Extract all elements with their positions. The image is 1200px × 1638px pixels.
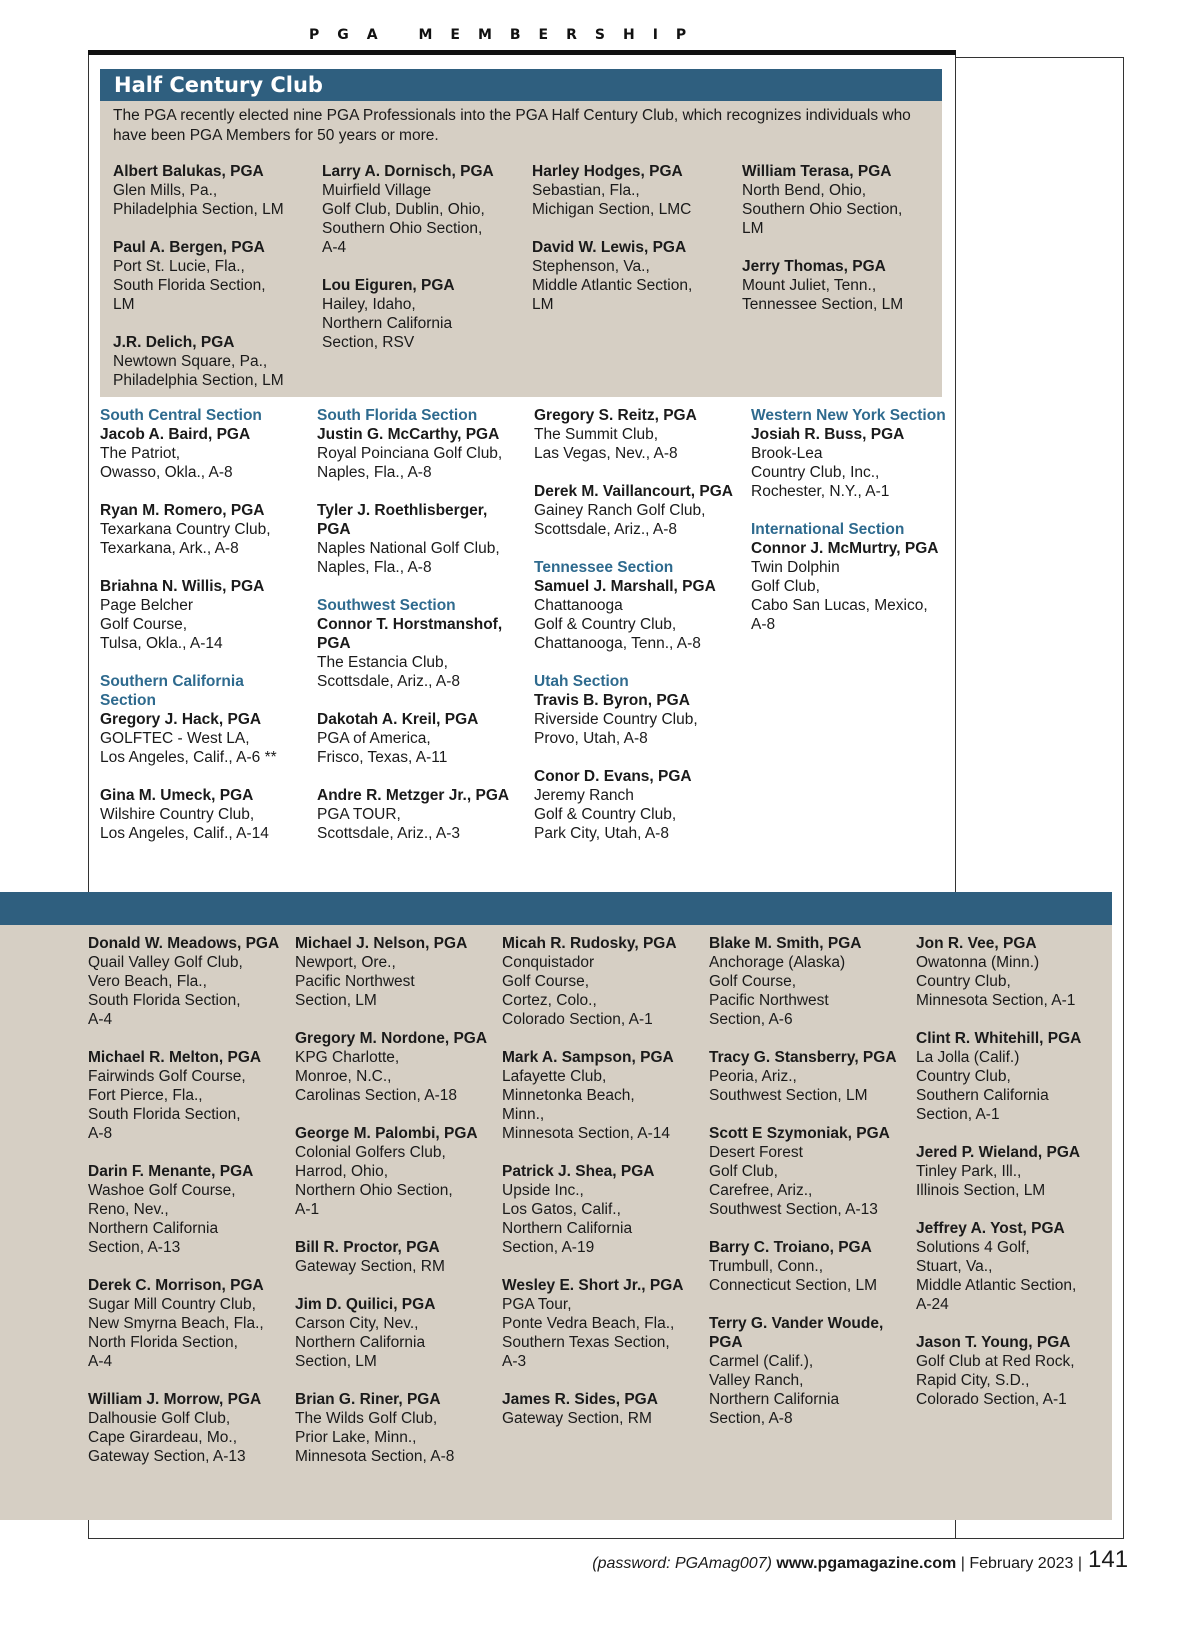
section-block: [100, 406, 300, 653]
member-detail: Cape Girardeau, Mo.,: [88, 1429, 238, 1446]
member-detail: Gateway Section, RM: [295, 1258, 445, 1275]
member-detail: Fort Pierce, Fla.,: [88, 1087, 203, 1104]
member-name: David W. Lewis, PGA: [532, 239, 687, 256]
member-entry: [534, 482, 734, 539]
member-entry: [532, 162, 737, 219]
member-detail: Section, A-6: [709, 1011, 793, 1028]
member-name: Travis B. Byron, PGA: [534, 692, 690, 709]
member-entry: [317, 425, 517, 482]
member-detail: The Wilds Golf Club,: [295, 1410, 438, 1427]
half-century-column: [113, 162, 318, 409]
member-detail: Colorado Section, A-1: [502, 1011, 653, 1028]
member-entry: [295, 1238, 493, 1276]
member-detail: Northern California: [502, 1220, 633, 1237]
section-heading: Western New York Section: [751, 407, 946, 424]
member-detail: Newtown Square, Pa.,: [113, 353, 268, 370]
footer-password: (password: PGAmag007): [592, 1555, 772, 1572]
member-name: Patrick J. Shea, PGA: [502, 1163, 655, 1180]
member-name: Ryan M. Romero, PGA: [100, 502, 265, 519]
member-entry: [317, 501, 517, 577]
member-name: Connor T. Horstmanshof, PGA: [317, 616, 503, 652]
member-detail: Scottsdale, Ariz., A-8: [317, 673, 461, 690]
member-entry: [113, 162, 318, 219]
member-name: William J. Morrow, PGA: [88, 1391, 262, 1408]
member-detail: Minnetonka Beach,: [502, 1087, 635, 1104]
member-name: Michael R. Melton, PGA: [88, 1049, 262, 1066]
section-block: [534, 558, 734, 653]
member-name: Gregory M. Nordone, PGA: [295, 1030, 488, 1047]
member-detail: Carefree, Ariz.,: [709, 1182, 813, 1199]
member-detail: Carson City, Nev.,: [295, 1315, 419, 1332]
section-block: [534, 672, 734, 843]
member-name: Jon R. Vee, PGA: [916, 935, 1037, 952]
member-detail: Naples, Fla., A-8: [317, 464, 432, 481]
section-column: [534, 406, 734, 862]
member-detail: Golf & Country Club,: [534, 616, 677, 633]
member-entry: [534, 577, 734, 653]
member-detail: Rochester, N.Y., A-1: [751, 483, 890, 500]
member-name: Barry C. Troiano, PGA: [709, 1239, 872, 1256]
member-entry: [317, 710, 517, 767]
member-name: Jason T. Young, PGA: [916, 1334, 1071, 1351]
member-column: [709, 934, 907, 1447]
member-detail: Naples National Golf Club,: [317, 540, 500, 557]
member-entry: [751, 425, 951, 501]
member-entry: [742, 162, 947, 238]
member-detail: A-8: [751, 616, 776, 633]
member-detail: A-4: [88, 1353, 113, 1370]
member-name: Briahna N. Willis, PGA: [100, 578, 265, 595]
member-detail: Trumbull, Conn.,: [709, 1258, 823, 1275]
member-detail: Golf Club, Dublin, Ohio,: [322, 201, 485, 218]
member-entry: [322, 276, 527, 352]
section-heading: Utah Section: [534, 673, 629, 690]
member-detail: Twin Dolphin: [751, 559, 840, 576]
member-entry: [295, 1124, 493, 1219]
member-detail: Newport, Ore.,: [295, 954, 396, 971]
member-detail: Rapid City, S.D.,: [916, 1372, 1030, 1389]
member-detail: Scottsdale, Ariz., A-3: [317, 825, 461, 842]
member-detail: Section, RSV: [322, 334, 415, 351]
member-detail: Chattanooga: [534, 597, 623, 614]
section-block: [534, 406, 734, 539]
member-detail: Philadelphia Section, LM: [113, 372, 284, 389]
member-detail: Southern Texas Section,: [502, 1334, 670, 1351]
member-detail: Wilshire Country Club,: [100, 806, 255, 823]
member-detail: Los Angeles, Calif., A-6 **: [100, 749, 277, 766]
member-detail: Peoria, Ariz.,: [709, 1068, 797, 1085]
section-block: [751, 520, 951, 634]
member-entry: [502, 1390, 700, 1428]
member-detail: KPG Charlotte,: [295, 1049, 400, 1066]
member-detail: Section, A-13: [88, 1239, 181, 1256]
page-number: 141: [1088, 1546, 1129, 1573]
member-detail: A-24: [916, 1296, 949, 1313]
section-column: [751, 406, 951, 653]
member-detail: Tennessee Section, LM: [742, 296, 904, 313]
member-detail: PGA Tour,: [502, 1296, 572, 1313]
member-detail: North Florida Section,: [88, 1334, 238, 1351]
member-entry: [295, 1295, 493, 1371]
member-entry: [295, 1029, 493, 1105]
member-entry: [113, 238, 318, 314]
member-detail: Stuart, Va.,: [916, 1258, 993, 1275]
member-detail: Illinois Section, LM: [916, 1182, 1046, 1199]
member-detail: PGA of America,: [317, 730, 431, 747]
member-column: [502, 934, 700, 1447]
member-detail: A-1: [295, 1201, 320, 1218]
section-block: [751, 406, 951, 501]
member-detail: Northern California: [709, 1391, 840, 1408]
member-entry: [502, 934, 700, 1029]
member-name: Lou Eiguren, PGA: [322, 277, 455, 294]
member-detail: Naples, Fla., A-8: [317, 559, 432, 576]
member-entry: [88, 934, 286, 1029]
section-block: [100, 672, 300, 843]
member-detail: Stephenson, Va.,: [532, 258, 650, 275]
half-century-column: [532, 162, 737, 333]
member-name: Bill R. Proctor, PGA: [295, 1239, 440, 1256]
member-name: Derek M. Vaillancourt, PGA: [534, 483, 733, 500]
member-detail: Section, LM: [295, 1353, 377, 1370]
member-name: Jacob A. Baird, PGA: [100, 426, 251, 443]
member-name: Jeffrey A. Yost, PGA: [916, 1220, 1065, 1237]
member-detail: Glen Mills, Pa.,: [113, 182, 218, 199]
member-name: Albert Balukas, PGA: [113, 163, 264, 180]
member-detail: Middle Atlantic Section,: [916, 1277, 1077, 1294]
member-detail: Northern Ohio Section,: [295, 1182, 453, 1199]
member-name: Tyler J. Roethlisberger, PGA: [317, 502, 488, 538]
member-detail: Southern Ohio Section,: [322, 220, 483, 237]
member-entry: [317, 786, 517, 843]
member-name: Paul A. Bergen, PGA: [113, 239, 265, 256]
member-entry: [100, 425, 300, 482]
member-detail: Michigan Section, LMC: [532, 201, 692, 218]
member-name: Micah R. Rudosky, PGA: [502, 935, 677, 952]
member-detail: New Smyrna Beach, Fla.,: [88, 1315, 264, 1332]
member-entry: [532, 238, 737, 314]
section-column: [100, 406, 300, 862]
member-entry: [534, 767, 734, 843]
member-detail: Washoe Golf Course,: [88, 1182, 236, 1199]
half-century-column: [322, 162, 527, 371]
footer-site-link[interactable]: www.pgamagazine.com: [776, 1555, 957, 1572]
member-entry: [502, 1162, 700, 1257]
member-name: Josiah R. Buss, PGA: [751, 426, 905, 443]
member-detail: Conquistador: [502, 954, 595, 971]
member-detail: Sugar Mill Country Club,: [88, 1296, 256, 1313]
frame-bottom: [88, 1538, 1124, 1539]
member-name: Justin G. McCarthy, PGA: [317, 426, 500, 443]
member-detail: Country Club,: [916, 973, 1011, 990]
member-name: George M. Palombi, PGA: [295, 1125, 478, 1142]
header-rule: [88, 50, 956, 55]
member-detail: Jeremy Ranch: [534, 787, 634, 804]
member-detail: Southwest Section, LM: [709, 1087, 868, 1104]
member-detail: Section, A-1: [916, 1106, 1000, 1123]
member-detail: Minn.,: [502, 1106, 545, 1123]
member-entry: [709, 1314, 907, 1428]
member-column: [88, 934, 286, 1485]
member-detail: Section, A-8: [709, 1410, 793, 1427]
member-entry: [295, 1390, 493, 1466]
member-detail: Tulsa, Okla., A-14: [100, 635, 223, 652]
section-heading: Southwest Section: [317, 597, 456, 614]
member-entry: [534, 691, 734, 748]
member-entry: [88, 1048, 286, 1143]
member-detail: Cortez, Colo.,: [502, 992, 597, 1009]
member-entry: [100, 577, 300, 653]
member-entry: [502, 1048, 700, 1143]
member-name: Scott E Szymoniak, PGA: [709, 1125, 890, 1142]
member-detail: La Jolla (Calif.): [916, 1049, 1020, 1066]
member-entry: [709, 1124, 907, 1219]
member-name: Mark A. Sampson, PGA: [502, 1049, 674, 1066]
member-detail: Section, A-19: [502, 1239, 595, 1256]
section-heading: Tennessee Section: [534, 559, 674, 576]
member-detail: A-4: [88, 1011, 113, 1028]
member-name: Gina M. Umeck, PGA: [100, 787, 254, 804]
member-detail: Sebastian, Fla.,: [532, 182, 640, 199]
member-entry: [317, 615, 517, 691]
member-detail: Golf & Country Club,: [534, 806, 677, 823]
member-detail: Port St. Lucie, Fla.,: [113, 258, 245, 275]
member-detail: Vero Beach, Fla.,: [88, 973, 207, 990]
footer: [592, 1555, 1082, 1573]
member-detail: Scottsdale, Ariz., A-8: [534, 521, 678, 538]
member-entry: [88, 1390, 286, 1466]
member-detail: Mount Juliet, Tenn.,: [742, 277, 877, 294]
member-detail: Owasso, Okla., A-8: [100, 464, 233, 481]
member-detail: Section, LM: [295, 992, 377, 1009]
member-detail: South Florida Section,: [88, 1106, 241, 1123]
member-name: Jered P. Wieland, PGA: [916, 1144, 1081, 1161]
half-century-intro: The PGA recently elected nine PGA Professionals into the PGA Half Century Club, which recognizes individuals who have been PGA Members for 50 years or more.: [113, 107, 911, 144]
member-name: Blake M. Smith, PGA: [709, 935, 862, 952]
member-detail: The Patriot,: [100, 445, 181, 462]
footer-separator: |: [956, 1555, 970, 1572]
section-heading: Southern California Section: [100, 673, 244, 709]
member-detail: Southern Ohio Section,: [742, 201, 903, 218]
member-name: Darin F. Menante, PGA: [88, 1163, 254, 1180]
member-detail: Desert Forest: [709, 1144, 803, 1161]
member-detail: A-8: [88, 1125, 113, 1142]
member-detail: Southern California: [916, 1087, 1049, 1104]
member-detail: Minnesota Section, A-14: [502, 1125, 671, 1142]
member-detail: Golf Course,: [100, 616, 188, 633]
member-entry: [295, 934, 493, 1010]
member-detail: Pacific Northwest: [295, 973, 415, 990]
member-detail: Provo, Utah, A-8: [534, 730, 648, 747]
member-detail: A-3: [502, 1353, 527, 1370]
half-century-title: Half Century Club: [100, 69, 942, 101]
member-name: Jerry Thomas, PGA: [742, 258, 886, 275]
member-detail: Texarkana, Ark., A-8: [100, 540, 239, 557]
member-detail: Golf Club,: [751, 578, 820, 595]
member-detail: Hailey, Idaho,: [322, 296, 416, 313]
footer-separator: |: [1073, 1555, 1082, 1572]
member-detail: Page Belcher: [100, 597, 194, 614]
member-name: Donald W. Meadows, PGA: [88, 935, 280, 952]
member-detail: Reno, Nev.,: [88, 1201, 169, 1218]
member-detail: Lafayette Club,: [502, 1068, 607, 1085]
member-detail: Carmel (Calif.),: [709, 1353, 814, 1370]
member-detail: Gateway Section, RM: [502, 1410, 652, 1427]
section-block: [317, 596, 517, 843]
member-detail: Royal Poinciana Golf Club,: [317, 445, 503, 462]
member-entry: [916, 1219, 1114, 1314]
member-detail: South Florida Section,: [113, 277, 266, 294]
member-detail: LM: [113, 296, 135, 313]
member-entry: [100, 786, 300, 843]
section-heading: International Section: [751, 521, 905, 538]
member-entry: [100, 501, 300, 558]
member-name: Connor J. McMurtry, PGA: [751, 540, 939, 557]
half-century-column: [742, 162, 947, 333]
member-detail: Muirfield Village: [322, 182, 432, 199]
member-entry: [751, 539, 951, 634]
member-detail: Colorado Section, A-1: [916, 1391, 1067, 1408]
member-detail: Connecticut Section, LM: [709, 1277, 878, 1294]
member-detail: Valley Ranch,: [709, 1372, 804, 1389]
member-entry: [88, 1162, 286, 1257]
footer-date: February 2023: [969, 1555, 1074, 1572]
member-detail: Riverside Country Club,: [534, 711, 698, 728]
member-entry: [100, 710, 300, 767]
member-detail: Texarkana Country Club,: [100, 521, 271, 538]
member-name: Gregory J. Hack, PGA: [100, 711, 262, 728]
member-detail: The Estancia Club,: [317, 654, 448, 671]
member-name: Michael J. Nelson, PGA: [295, 935, 468, 952]
member-entry: [322, 162, 527, 257]
member-detail: Minnesota Section, A-8: [295, 1448, 455, 1465]
member-detail: Northern California: [88, 1220, 219, 1237]
member-name: Terry G. Vander Woude, PGA: [709, 1315, 884, 1351]
member-column: [916, 934, 1114, 1428]
frame-outer-right: [1123, 57, 1124, 1539]
member-entry: [709, 1048, 907, 1105]
member-detail: Northern California: [322, 315, 453, 332]
member-entry: [113, 333, 318, 390]
member-detail: Golf Course,: [709, 973, 797, 990]
member-name: Tracy G. Stansberry, PGA: [709, 1049, 897, 1066]
member-entry: [502, 1276, 700, 1371]
member-detail: Park City, Utah, A-8: [534, 825, 669, 842]
frame-top-right: [955, 57, 1124, 58]
member-detail: Los Angeles, Calif., A-14: [100, 825, 269, 842]
member-detail: Fairwinds Golf Course,: [88, 1068, 246, 1085]
member-detail: Carolinas Section, A-18: [295, 1087, 457, 1104]
member-detail: Chattanooga, Tenn., A-8: [534, 635, 701, 652]
member-name: J.R. Delich, PGA: [113, 334, 235, 351]
member-detail: Southwest Section, A-13: [709, 1201, 878, 1218]
member-detail: Philadelphia Section, LM: [113, 201, 284, 218]
member-detail: Anchorage (Alaska): [709, 954, 846, 971]
member-detail: Golf Club at Red Rock,: [916, 1353, 1075, 1370]
member-detail: Brook-Lea: [751, 445, 823, 462]
member-entry: [916, 934, 1114, 1010]
member-name: Andre R. Metzger Jr., PGA: [317, 787, 510, 804]
member-detail: Ponte Vedra Beach, Fla.,: [502, 1315, 675, 1332]
section-block: [317, 406, 517, 577]
member-name: James R. Sides, PGA: [502, 1391, 658, 1408]
member-entry: [916, 1333, 1114, 1409]
member-detail: Quail Valley Golf Club,: [88, 954, 243, 971]
member-detail: Minnesota Section, A-1: [916, 992, 1076, 1009]
member-name: William Terasa, PGA: [742, 163, 892, 180]
section-heading: South Florida Section: [317, 407, 478, 424]
member-name: Gregory S. Reitz, PGA: [534, 407, 697, 424]
member-detail: Golf Club,: [709, 1163, 778, 1180]
member-name: Larry A. Dornisch, PGA: [322, 163, 494, 180]
member-detail: Tinley Park, Ill.,: [916, 1163, 1022, 1180]
member-detail: The Summit Club,: [534, 426, 659, 443]
member-name: Wesley E. Short Jr., PGA: [502, 1277, 684, 1294]
member-detail: Gateway Section, A-13: [88, 1448, 246, 1465]
member-detail: Owatonna (Minn.): [916, 954, 1040, 971]
member-detail: Monroe, N.C.,: [295, 1068, 392, 1085]
running-header: PGA MEMBERSHIP: [309, 27, 705, 43]
member-entry: [88, 1276, 286, 1371]
member-detail: Las Vegas, Nev., A-8: [534, 445, 678, 462]
member-detail: North Bend, Ohio,: [742, 182, 867, 199]
member-column: [295, 934, 493, 1485]
member-detail: Harrod, Ohio,: [295, 1163, 389, 1180]
member-name: Samuel J. Marshall, PGA: [534, 578, 716, 595]
member-detail: Gainey Ranch Golf Club,: [534, 502, 706, 519]
member-detail: Northern California: [295, 1334, 426, 1351]
member-detail: LM: [742, 220, 764, 237]
member-detail: South Florida Section,: [88, 992, 241, 1009]
member-name: Dakotah A. Kreil, PGA: [317, 711, 479, 728]
bottom-band: [0, 892, 1112, 925]
member-detail: Middle Atlantic Section,: [532, 277, 693, 294]
member-name: Derek C. Morrison, PGA: [88, 1277, 264, 1294]
member-detail: A-4: [322, 239, 347, 256]
member-detail: Solutions 4 Golf,: [916, 1239, 1030, 1256]
member-entry: [916, 1143, 1114, 1200]
member-detail: PGA TOUR,: [317, 806, 401, 823]
member-detail: Dalhousie Golf Club,: [88, 1410, 231, 1427]
member-name: Harley Hodges, PGA: [532, 163, 683, 180]
member-detail: Golf Course,: [502, 973, 590, 990]
member-detail: Prior Lake, Minn.,: [295, 1429, 417, 1446]
member-detail: LM: [532, 296, 554, 313]
section-heading: South Central Section: [100, 407, 262, 424]
member-detail: Country Club, Inc.,: [751, 464, 880, 481]
member-entry: [709, 934, 907, 1029]
member-entry: [742, 257, 947, 314]
member-detail: GOLFTEC - West LA,: [100, 730, 250, 747]
member-detail: Colonial Golfers Club,: [295, 1144, 446, 1161]
member-detail: Upside Inc.,: [502, 1182, 584, 1199]
section-column: [317, 406, 517, 862]
member-name: Jim D. Quilici, PGA: [295, 1296, 436, 1313]
member-entry: [534, 406, 734, 463]
member-name: Conor D. Evans, PGA: [534, 768, 692, 785]
member-detail: Cabo San Lucas, Mexico,: [751, 597, 928, 614]
member-entry: [916, 1029, 1114, 1124]
member-name: Clint R. Whitehill, PGA: [916, 1030, 1082, 1047]
member-detail: Pacific Northwest: [709, 992, 829, 1009]
member-name: Brian G. Riner, PGA: [295, 1391, 441, 1408]
member-detail: Los Gatos, Calif.,: [502, 1201, 621, 1218]
member-entry: [709, 1238, 907, 1295]
member-detail: Country Club,: [916, 1068, 1011, 1085]
member-detail: Frisco, Texas, A-11: [317, 749, 448, 766]
